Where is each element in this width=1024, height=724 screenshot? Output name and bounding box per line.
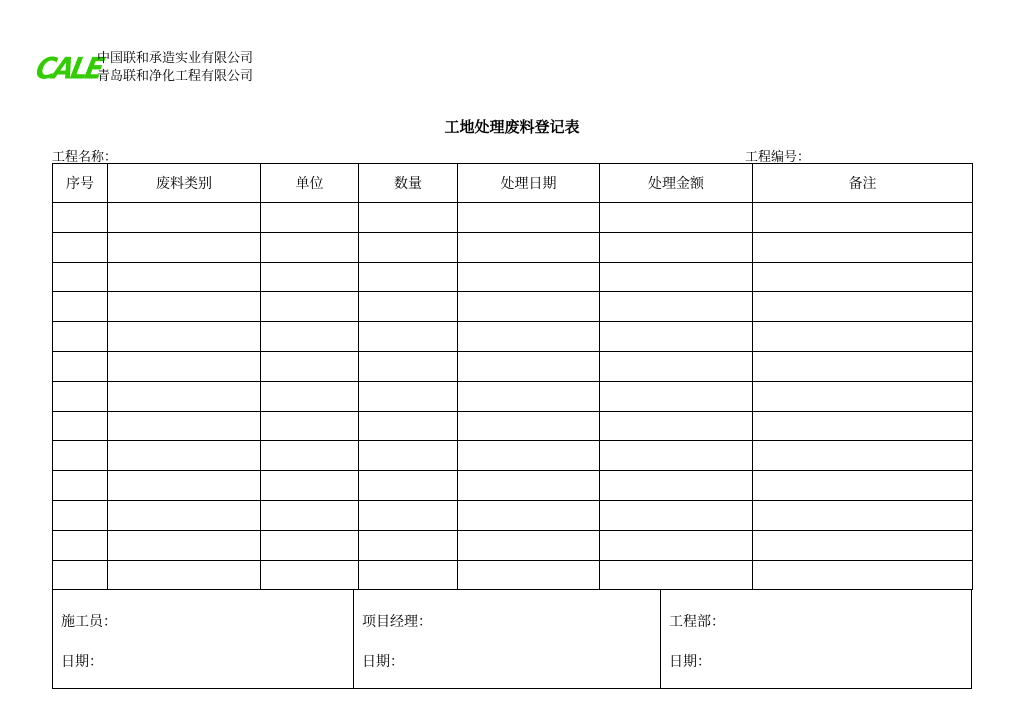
table-cell[interactable] <box>600 381 753 411</box>
table-cell[interactable] <box>108 560 261 590</box>
table-cell[interactable] <box>261 411 359 441</box>
table-cell[interactable] <box>753 500 973 530</box>
signature-section <box>52 589 972 689</box>
table-cell[interactable] <box>261 381 359 411</box>
table-header-row <box>53 164 973 203</box>
table-cell[interactable] <box>108 262 261 292</box>
table-cell[interactable] <box>359 500 458 530</box>
waste-log-table <box>52 163 973 590</box>
table-cell[interactable] <box>753 411 973 441</box>
table-cell[interactable] <box>53 471 108 501</box>
table-cell[interactable] <box>359 351 458 381</box>
table-cell[interactable] <box>458 203 600 233</box>
table-cell[interactable] <box>108 203 261 233</box>
table-cell[interactable] <box>359 232 458 262</box>
table-cell[interactable] <box>53 411 108 441</box>
table-row <box>53 560 973 590</box>
table-cell[interactable] <box>600 203 753 233</box>
table-cell[interactable] <box>600 441 753 471</box>
company-name-line1: 中国联和承造实业有限公司 <box>97 51 254 66</box>
table-cell[interactable] <box>458 560 600 590</box>
table-cell[interactable] <box>753 262 973 292</box>
project-name-label: 工程名称： <box>52 150 118 165</box>
table-cell[interactable] <box>359 262 458 292</box>
table-cell[interactable] <box>261 471 359 501</box>
table-cell[interactable] <box>261 351 359 381</box>
table-row <box>53 262 973 292</box>
table-cell[interactable] <box>600 292 753 322</box>
date-label: 日期： <box>362 654 404 670</box>
table-cell[interactable] <box>53 262 108 292</box>
table-cell[interactable] <box>108 471 261 501</box>
table-cell[interactable] <box>600 262 753 292</box>
signature-cell-engineering <box>661 589 973 689</box>
table-cell[interactable] <box>753 322 973 352</box>
table-cell[interactable] <box>108 411 261 441</box>
column-header: 处理金额 <box>600 164 753 203</box>
table-cell[interactable] <box>753 530 973 560</box>
table-row <box>53 530 973 560</box>
table-cell[interactable] <box>458 351 600 381</box>
table-row <box>53 471 973 501</box>
table-cell[interactable] <box>458 232 600 262</box>
table-cell[interactable] <box>458 530 600 560</box>
table-cell[interactable] <box>458 411 600 441</box>
table-body <box>53 203 973 590</box>
table-cell[interactable] <box>359 381 458 411</box>
table-cell[interactable] <box>359 322 458 352</box>
table-row <box>53 381 973 411</box>
table-cell[interactable] <box>53 203 108 233</box>
table-cell[interactable] <box>458 322 600 352</box>
table-cell[interactable] <box>108 381 261 411</box>
table-cell[interactable] <box>261 530 359 560</box>
table-row <box>53 203 973 233</box>
column-header: 备注 <box>753 164 973 203</box>
table-cell[interactable] <box>600 560 753 590</box>
project-manager-label: 项目经理： <box>362 614 432 630</box>
table-cell[interactable] <box>600 411 753 441</box>
table-row <box>53 292 973 322</box>
table-cell[interactable] <box>458 381 600 411</box>
project-number-label: 工程编号： <box>745 150 811 165</box>
column-header: 单位 <box>261 164 359 203</box>
table-cell[interactable] <box>753 441 973 471</box>
form-title: 工地处理废料登记表 <box>444 118 580 136</box>
table-cell[interactable] <box>359 203 458 233</box>
signature-cell-manager <box>354 589 661 689</box>
table-cell[interactable] <box>53 322 108 352</box>
table-row <box>53 322 973 352</box>
table-cell[interactable] <box>458 500 600 530</box>
table-cell[interactable] <box>359 441 458 471</box>
table-cell[interactable] <box>53 381 108 411</box>
table-cell[interactable] <box>753 292 973 322</box>
table-cell[interactable] <box>261 441 359 471</box>
table-cell[interactable] <box>53 530 108 560</box>
construction-worker-label: 施工员： <box>61 614 117 630</box>
company-logo: CALE <box>32 52 105 87</box>
table-cell[interactable] <box>753 232 973 262</box>
table-cell[interactable] <box>753 471 973 501</box>
column-header: 处理日期 <box>458 164 600 203</box>
table-cell[interactable] <box>359 411 458 441</box>
table-cell[interactable] <box>261 262 359 292</box>
table-cell[interactable] <box>261 322 359 352</box>
table-cell[interactable] <box>53 292 108 322</box>
table-cell[interactable] <box>108 500 261 530</box>
table-cell[interactable] <box>753 381 973 411</box>
table-cell[interactable] <box>108 351 261 381</box>
table-cell[interactable] <box>53 441 108 471</box>
column-header: 序号 <box>53 164 108 203</box>
table-cell[interactable] <box>600 351 753 381</box>
table-row <box>53 351 973 381</box>
table-row <box>53 441 973 471</box>
table-cell[interactable] <box>108 530 261 560</box>
table-cell[interactable] <box>600 322 753 352</box>
table-cell[interactable] <box>359 530 458 560</box>
table-cell[interactable] <box>108 441 261 471</box>
table-cell[interactable] <box>108 322 261 352</box>
date-label: 日期： <box>669 654 711 670</box>
table-cell[interactable] <box>753 351 973 381</box>
table-cell[interactable] <box>53 560 108 590</box>
table-cell[interactable] <box>600 232 753 262</box>
table-cell[interactable] <box>261 560 359 590</box>
table-cell[interactable] <box>261 203 359 233</box>
column-header: 数量 <box>359 164 458 203</box>
table-row <box>53 500 973 530</box>
table-cell[interactable] <box>108 232 261 262</box>
table-cell[interactable] <box>261 232 359 262</box>
table-cell[interactable] <box>458 441 600 471</box>
table-cell[interactable] <box>359 471 458 501</box>
table-cell[interactable] <box>359 292 458 322</box>
table-cell[interactable] <box>600 471 753 501</box>
signature-cell-construction <box>53 589 354 689</box>
table-row <box>53 232 973 262</box>
column-header: 废料类别 <box>108 164 261 203</box>
table-cell[interactable] <box>53 351 108 381</box>
table-cell[interactable] <box>261 500 359 530</box>
engineering-dept-label: 工程部： <box>669 614 725 630</box>
table-cell[interactable] <box>53 500 108 530</box>
table-cell[interactable] <box>753 560 973 590</box>
table-cell[interactable] <box>359 560 458 590</box>
table-cell[interactable] <box>261 292 359 322</box>
table-cell[interactable] <box>53 232 108 262</box>
table-cell[interactable] <box>108 292 261 322</box>
table-cell[interactable] <box>458 471 600 501</box>
company-name-line2: 青岛联和净化工程有限公司 <box>97 69 254 84</box>
company-names <box>97 50 253 86</box>
table-cell[interactable] <box>600 530 753 560</box>
table-cell[interactable] <box>753 203 973 233</box>
date-label: 日期： <box>61 654 103 670</box>
table-cell[interactable] <box>458 292 600 322</box>
table-cell[interactable] <box>458 262 600 292</box>
table-row <box>53 411 973 441</box>
table-cell[interactable] <box>600 500 753 530</box>
